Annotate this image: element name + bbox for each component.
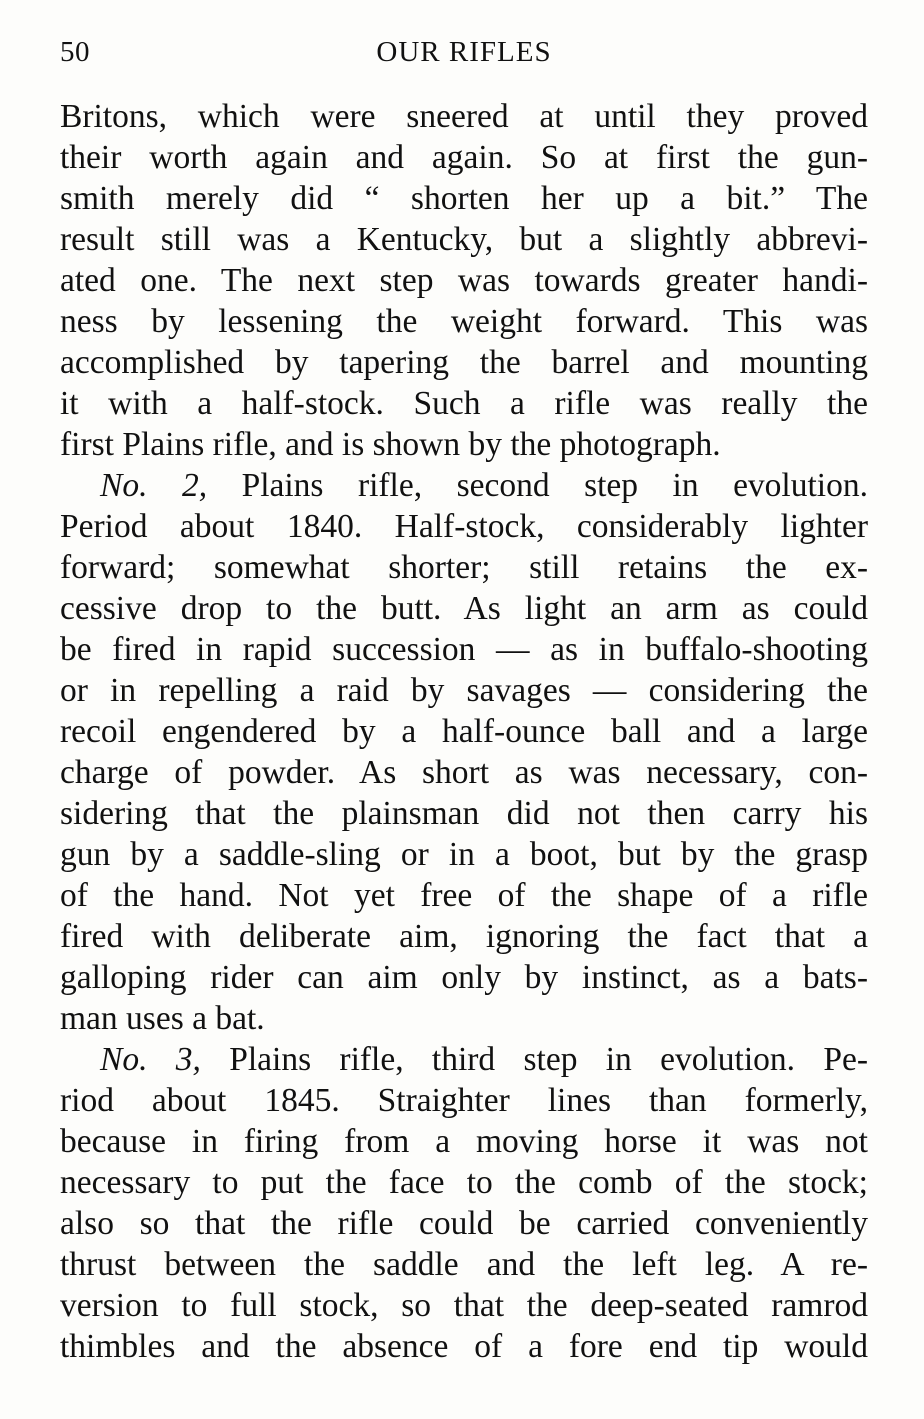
- text-line: man uses a bat.: [60, 1000, 265, 1037]
- text-line: Plains rifle, second step in evolution.: [241, 467, 868, 504]
- text-line: Britons, which were sneered at until they proved: [60, 98, 868, 135]
- item-label-no3: No. 3,: [100, 1041, 201, 1078]
- text-line: Period about 1840. Half-stock, considerably lighter: [60, 508, 868, 545]
- text-line: gun by a saddle-sling or in a boot, but by the grasp: [60, 836, 868, 873]
- text-line: smith merely did “ shorten her up a bit.” The: [60, 180, 868, 217]
- text-line: thimbles and the absence of a fore end tip would: [60, 1328, 868, 1365]
- text-line: cessive drop to the butt. As light an arm as could: [60, 590, 868, 627]
- page-number: 50: [60, 36, 90, 68]
- text-line: thrust between the saddle and the left leg. A re-: [60, 1246, 868, 1283]
- text-line: of the hand. Not yet free of the shape of a rifle: [60, 877, 868, 914]
- text-line: ated one. The next step was towards greater handi-: [60, 262, 868, 299]
- text-line: riod about 1845. Straighter lines than formerly,: [60, 1082, 868, 1119]
- text-line: first Plains rifle, and is shown by the photograph.: [60, 426, 721, 463]
- paragraph-no2-first-line: [60, 465, 868, 506]
- body-text: [60, 96, 868, 1367]
- text-line: Plains rifle, third step in evolution. Pe-: [229, 1041, 868, 1078]
- text-line: because in firing from a moving horse it was not: [60, 1123, 868, 1160]
- text-line: version to full stock, so that the deep-seated ramrod: [60, 1287, 868, 1324]
- text-line: accomplished by tapering the barrel and mounting: [60, 344, 868, 381]
- text-line: it with a half-stock. Such a rifle was really the: [60, 385, 868, 422]
- running-title: OUR RIFLES: [376, 36, 552, 68]
- text-line: or in repelling a raid by savages — considering the: [60, 672, 868, 709]
- text-line: ness by lessening the weight forward. This was: [60, 303, 868, 340]
- paragraph-no3-first-line: [60, 1039, 868, 1080]
- text-line: forward; somewhat shorter; still retains the ex-: [60, 549, 868, 586]
- text-line: charge of powder. As short as was necessary, con-: [60, 754, 868, 791]
- text-line: sidering that the plainsman did not then carry his: [60, 795, 868, 832]
- running-head: [60, 36, 868, 76]
- text-line: recoil engendered by a half-ounce ball and a large: [60, 713, 868, 750]
- item-label-no2: No. 2,: [100, 467, 208, 504]
- text-line: be fired in rapid succession — as in buffalo-shooting: [60, 631, 868, 668]
- text-line: also so that the rifle could be carried conveniently: [60, 1205, 868, 1242]
- text-line: their worth again and again. So at first the gun-: [60, 139, 868, 176]
- text-line: galloping rider can aim only by instinct, as a bats-: [60, 959, 868, 996]
- text-line: necessary to put the face to the comb of the stock;: [60, 1164, 868, 1201]
- text-line: fired with deliberate aim, ignoring the fact that a: [60, 918, 868, 955]
- text-line: result still was a Kentucky, but a slightly abbrevi-: [60, 221, 868, 258]
